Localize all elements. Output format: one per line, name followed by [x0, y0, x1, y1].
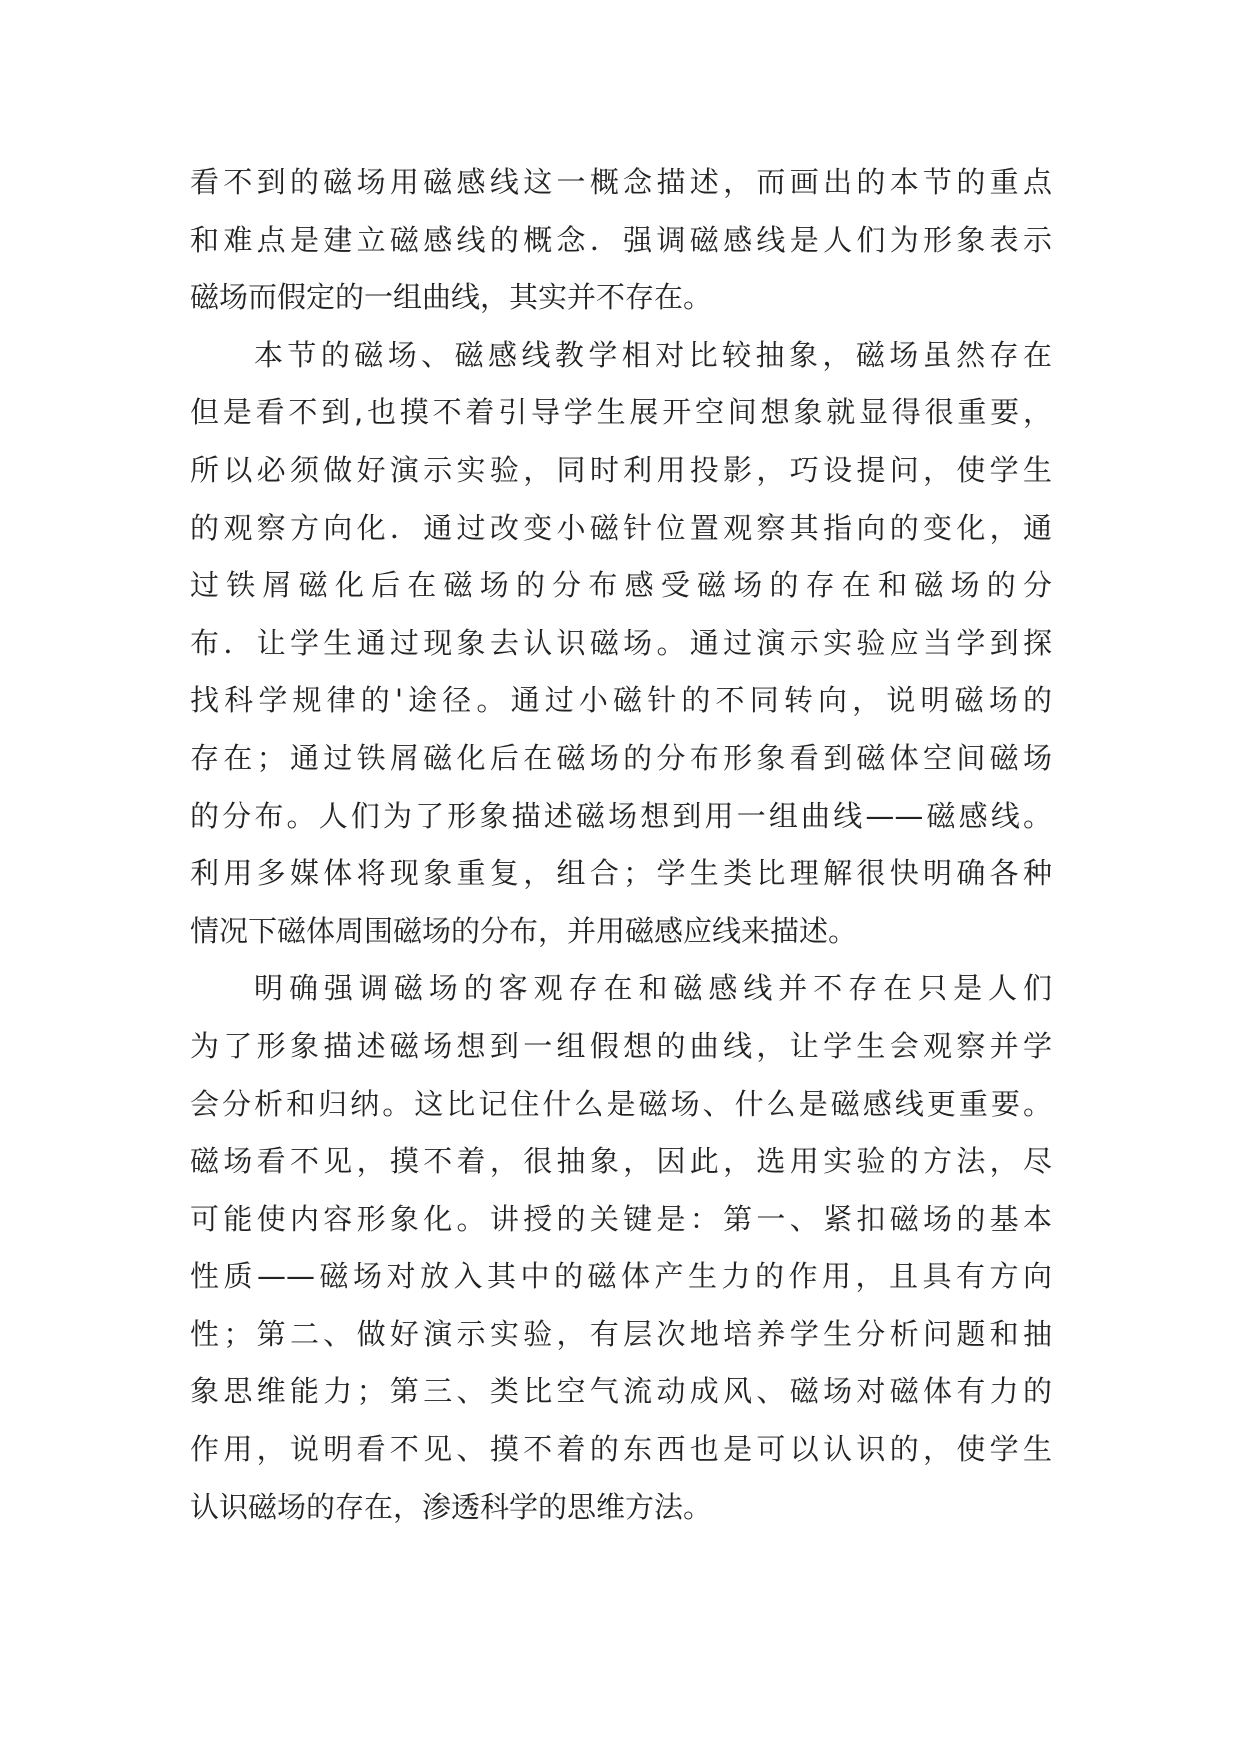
text-line: 利用多媒体将现象重复，组合；学生类比理解很快明确各种 — [190, 856, 1052, 891]
text-line: 和难点是建立磁感线的概念．强调磁感线是人们为形象表示 — [190, 222, 1052, 257]
text-line: 明确强调磁场的客观存在和磁感线并不存在只是人们 — [254, 971, 1052, 1006]
text-line: 性；第二、做好演示实验，有层次地培养学生分析问题和抽 — [190, 1316, 1052, 1351]
text-line: 为了形象描述磁场想到一组假想的曲线，让学生会观察并学 — [190, 1028, 1052, 1063]
text-line: 磁场看不见，摸不着，很抽象，因此，选用实验的方法，尽 — [190, 1144, 1052, 1179]
text-line: 存在；通过铁屑磁化后在磁场的分布形象看到磁体空间磁场 — [190, 740, 1052, 775]
text-line: 所以必须做好演示实验，同时利用投影，巧设提问，使学生 — [190, 452, 1052, 487]
document-body — [190, 154, 1052, 1536]
text-line: 看不到的磁场用磁感线这一概念描述，而画出的本节的重点 — [190, 165, 1052, 199]
text-line: 认识磁场的存在，渗透科学的思维方法。 — [190, 1489, 713, 1524]
text-line: 磁场而假定的一组曲线，其实并不存在。 — [190, 280, 713, 315]
text-line: 但是看不到,也摸不着引导学生展开空间想象就显得很重要， — [190, 395, 1052, 430]
paragraph-1 — [190, 154, 1052, 327]
paragraph-2 — [190, 327, 1052, 961]
text-line: 性质——磁场对放入其中的磁体产生力的作用，且具有方向 — [190, 1259, 1052, 1294]
text-line: 找科学规律的'途径。通过小磁针的不同转向，说明磁场的 — [190, 683, 1052, 718]
paragraph-3 — [190, 960, 1052, 1536]
text-line: 情况下磁体周围磁场的分布，并用磁感应线来描述。 — [190, 913, 858, 948]
text-line: 布．让学生通过现象去认识磁场。通过演示实验应当学到探 — [190, 625, 1052, 660]
text-line: 本节的磁场、磁感线教学相对比较抽象，磁场虽然存在 — [254, 337, 1052, 372]
text-line: 作用，说明看不见、摸不着的东西也是可以认识的，使学生 — [190, 1432, 1052, 1467]
text-line: 过铁屑磁化后在磁场的分布感受磁场的存在和磁场的分 — [190, 568, 1052, 603]
text-line: 的分布。人们为了形象描述磁场想到用一组曲线——磁感线。 — [190, 798, 1052, 833]
text-line: 会分析和归纳。这比记住什么是磁场、什么是磁感线更重要。 — [190, 1086, 1052, 1121]
text-line: 可能使内容形象化。讲授的关键是：第一、紧扣磁场的基本 — [190, 1201, 1052, 1236]
text-line: 的观察方向化．通过改变小磁针位置观察其指向的变化，通 — [190, 510, 1052, 545]
text-line: 象思维能力；第三、类比空气流动成风、磁场对磁体有力的 — [190, 1374, 1052, 1409]
